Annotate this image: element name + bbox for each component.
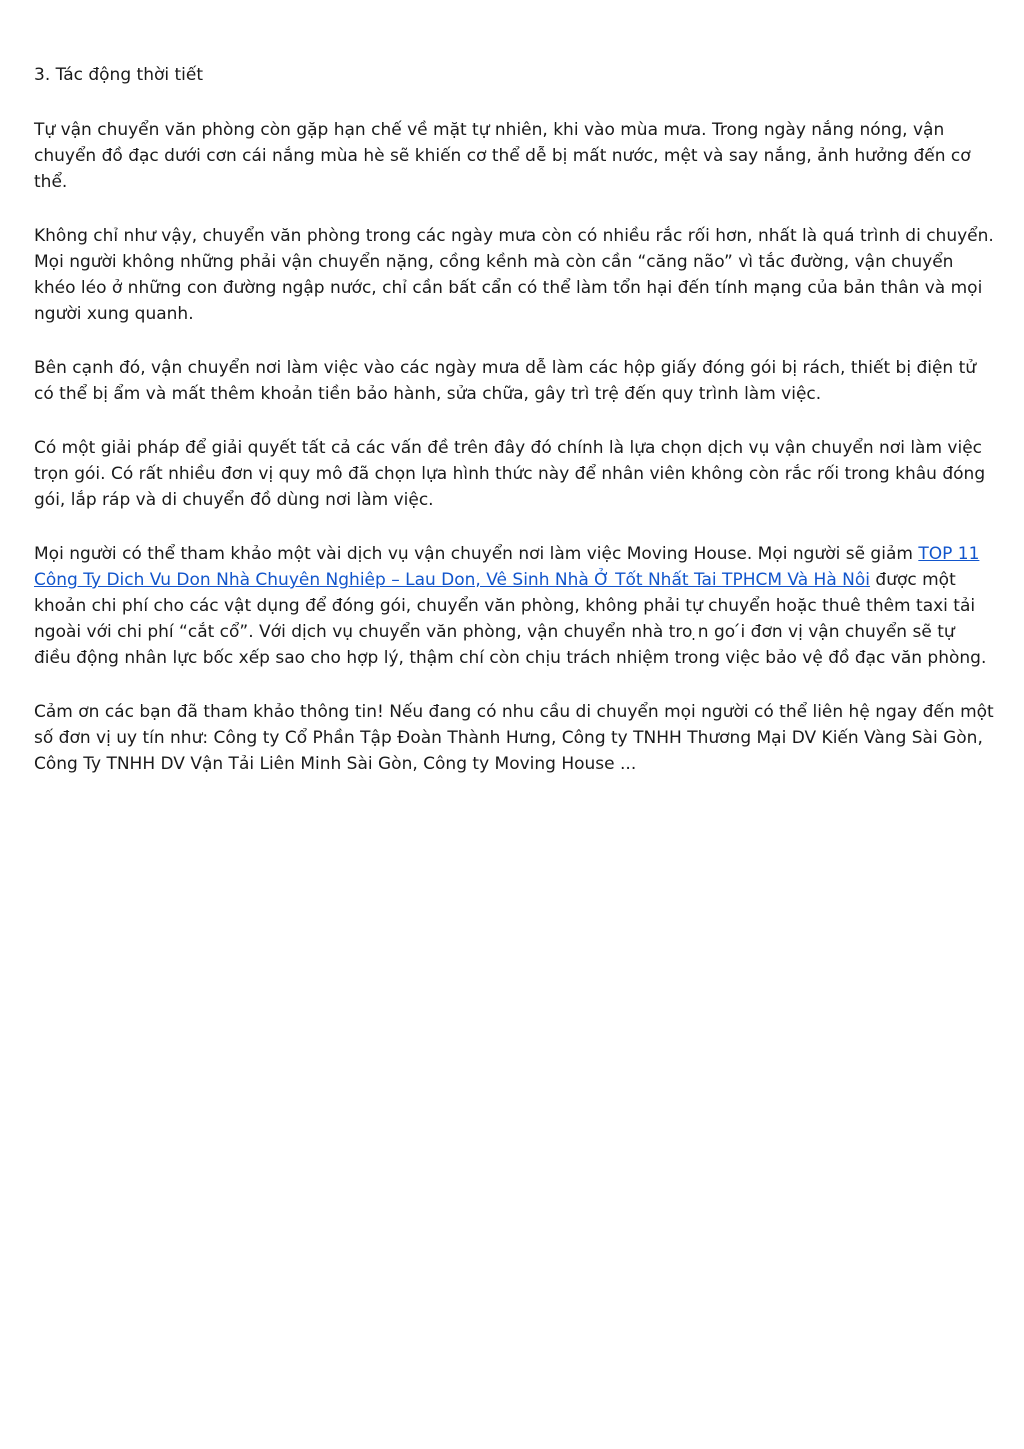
paragraph-rainy-days: Không chỉ như vậy, chuyển văn phòng trong các ngày mưa còn có nhiều rắc rối hơn, nhất là quá trình di chuyển. Mọi người không những phải vận chuyển nặng, cồng kềnh mà còn cần “căng não” vì tắc đường, vận chuyển khéo léo ở những con đường ngập nước, chỉ cần bất cẩn có thể làm tổn hại đến tính mạng của bản thân và mọi người xung quanh. (34, 226, 994, 324)
paragraph-solution: Có một giải pháp để giải quyết tất cả các vấn đề trên đây đó chính là lựa chọn dịch vụ vận chuyển nơi làm việc trọn gói. Có rất nhiều đơn vị quy mô đã chọn lựa hình thức này để nhân viên không còn rắc rối trong khâu đóng gói, lắp ráp và di chuyển đồ dùng nơi làm việc. (34, 438, 986, 510)
paragraph-weather-impact: Tự vận chuyển văn phòng còn gặp hạn chế về mặt tự nhiên, khi vào mùa mưa. Trong ngày nắng nóng, vận chuyển đồ đạc dưới cơn cái nắng mùa hè sẽ khiến cơ thể dễ bị mất nước, mệt và say nắng, ảnh hưởng đến cơ thể. (34, 120, 971, 192)
section-heading: 3. Tác động thời tiết (34, 65, 204, 85)
paragraph-moving-house-text-before: Mọi người có thể tham khảo một vài dịch vụ vận chuyển nơi làm việc Moving House. Mọi người sẽ giảm (34, 544, 919, 564)
paragraph-thanks: Cảm ơn các bạn đã tham khảo thông tin! Nếu đang có nhu cầu di chuyển mọi người có thể liên hệ ngay đến một số đơn vị uy tín như: Công ty Cổ Phần Tập Đoàn Thành Hưng, Công ty TNHH Thương Mại DV Kiến Vàng Sài Gòn, Công Ty TNHH DV Vận Tải Liên Minh Sài Gòn, Công ty Moving House ... (34, 702, 994, 774)
document-page (34, 62, 994, 805)
paragraph-damage-risk: Bên cạnh đó, vận chuyển nơi làm việc vào các ngày mưa dễ làm các hộp giấy đóng gói bị rách, thiết bị điện tử có thể bị ẩm và mất thêm khoản tiền bảo hành, sửa chữa, gây trì trệ đến quy trình làm việc. (34, 358, 977, 404)
paragraph-moving-house (34, 541, 994, 671)
paragraph-moving-house-text-after: được một khoản chi phí cho các vật dụng để đóng gói, chuyển văn phòng, không phải tự chuyển hoặc thuê thêm taxi tải ngoài với chi phí “cắt cổ”. Với dịch vụ chuyển văn phòng, vận chuyển nhà tro ̣n go ́i đơn vị vận chuyển sẽ tự điều động nhân lực bốc xếp sao cho hợp lý, thậm chí còn chịu trách nhiệm trong việc bảo vệ đồ đạc văn phòng. (34, 570, 987, 668)
top-11-companies-link[interactable]: TOP 11 Công Ty Dich Vu Don Nhà Chuyên Nghiêp – Lau Don, Vê Sinh Nhà Ở Tốt Nhất Tai TPHCM Và Hà Nôi (34, 544, 980, 590)
